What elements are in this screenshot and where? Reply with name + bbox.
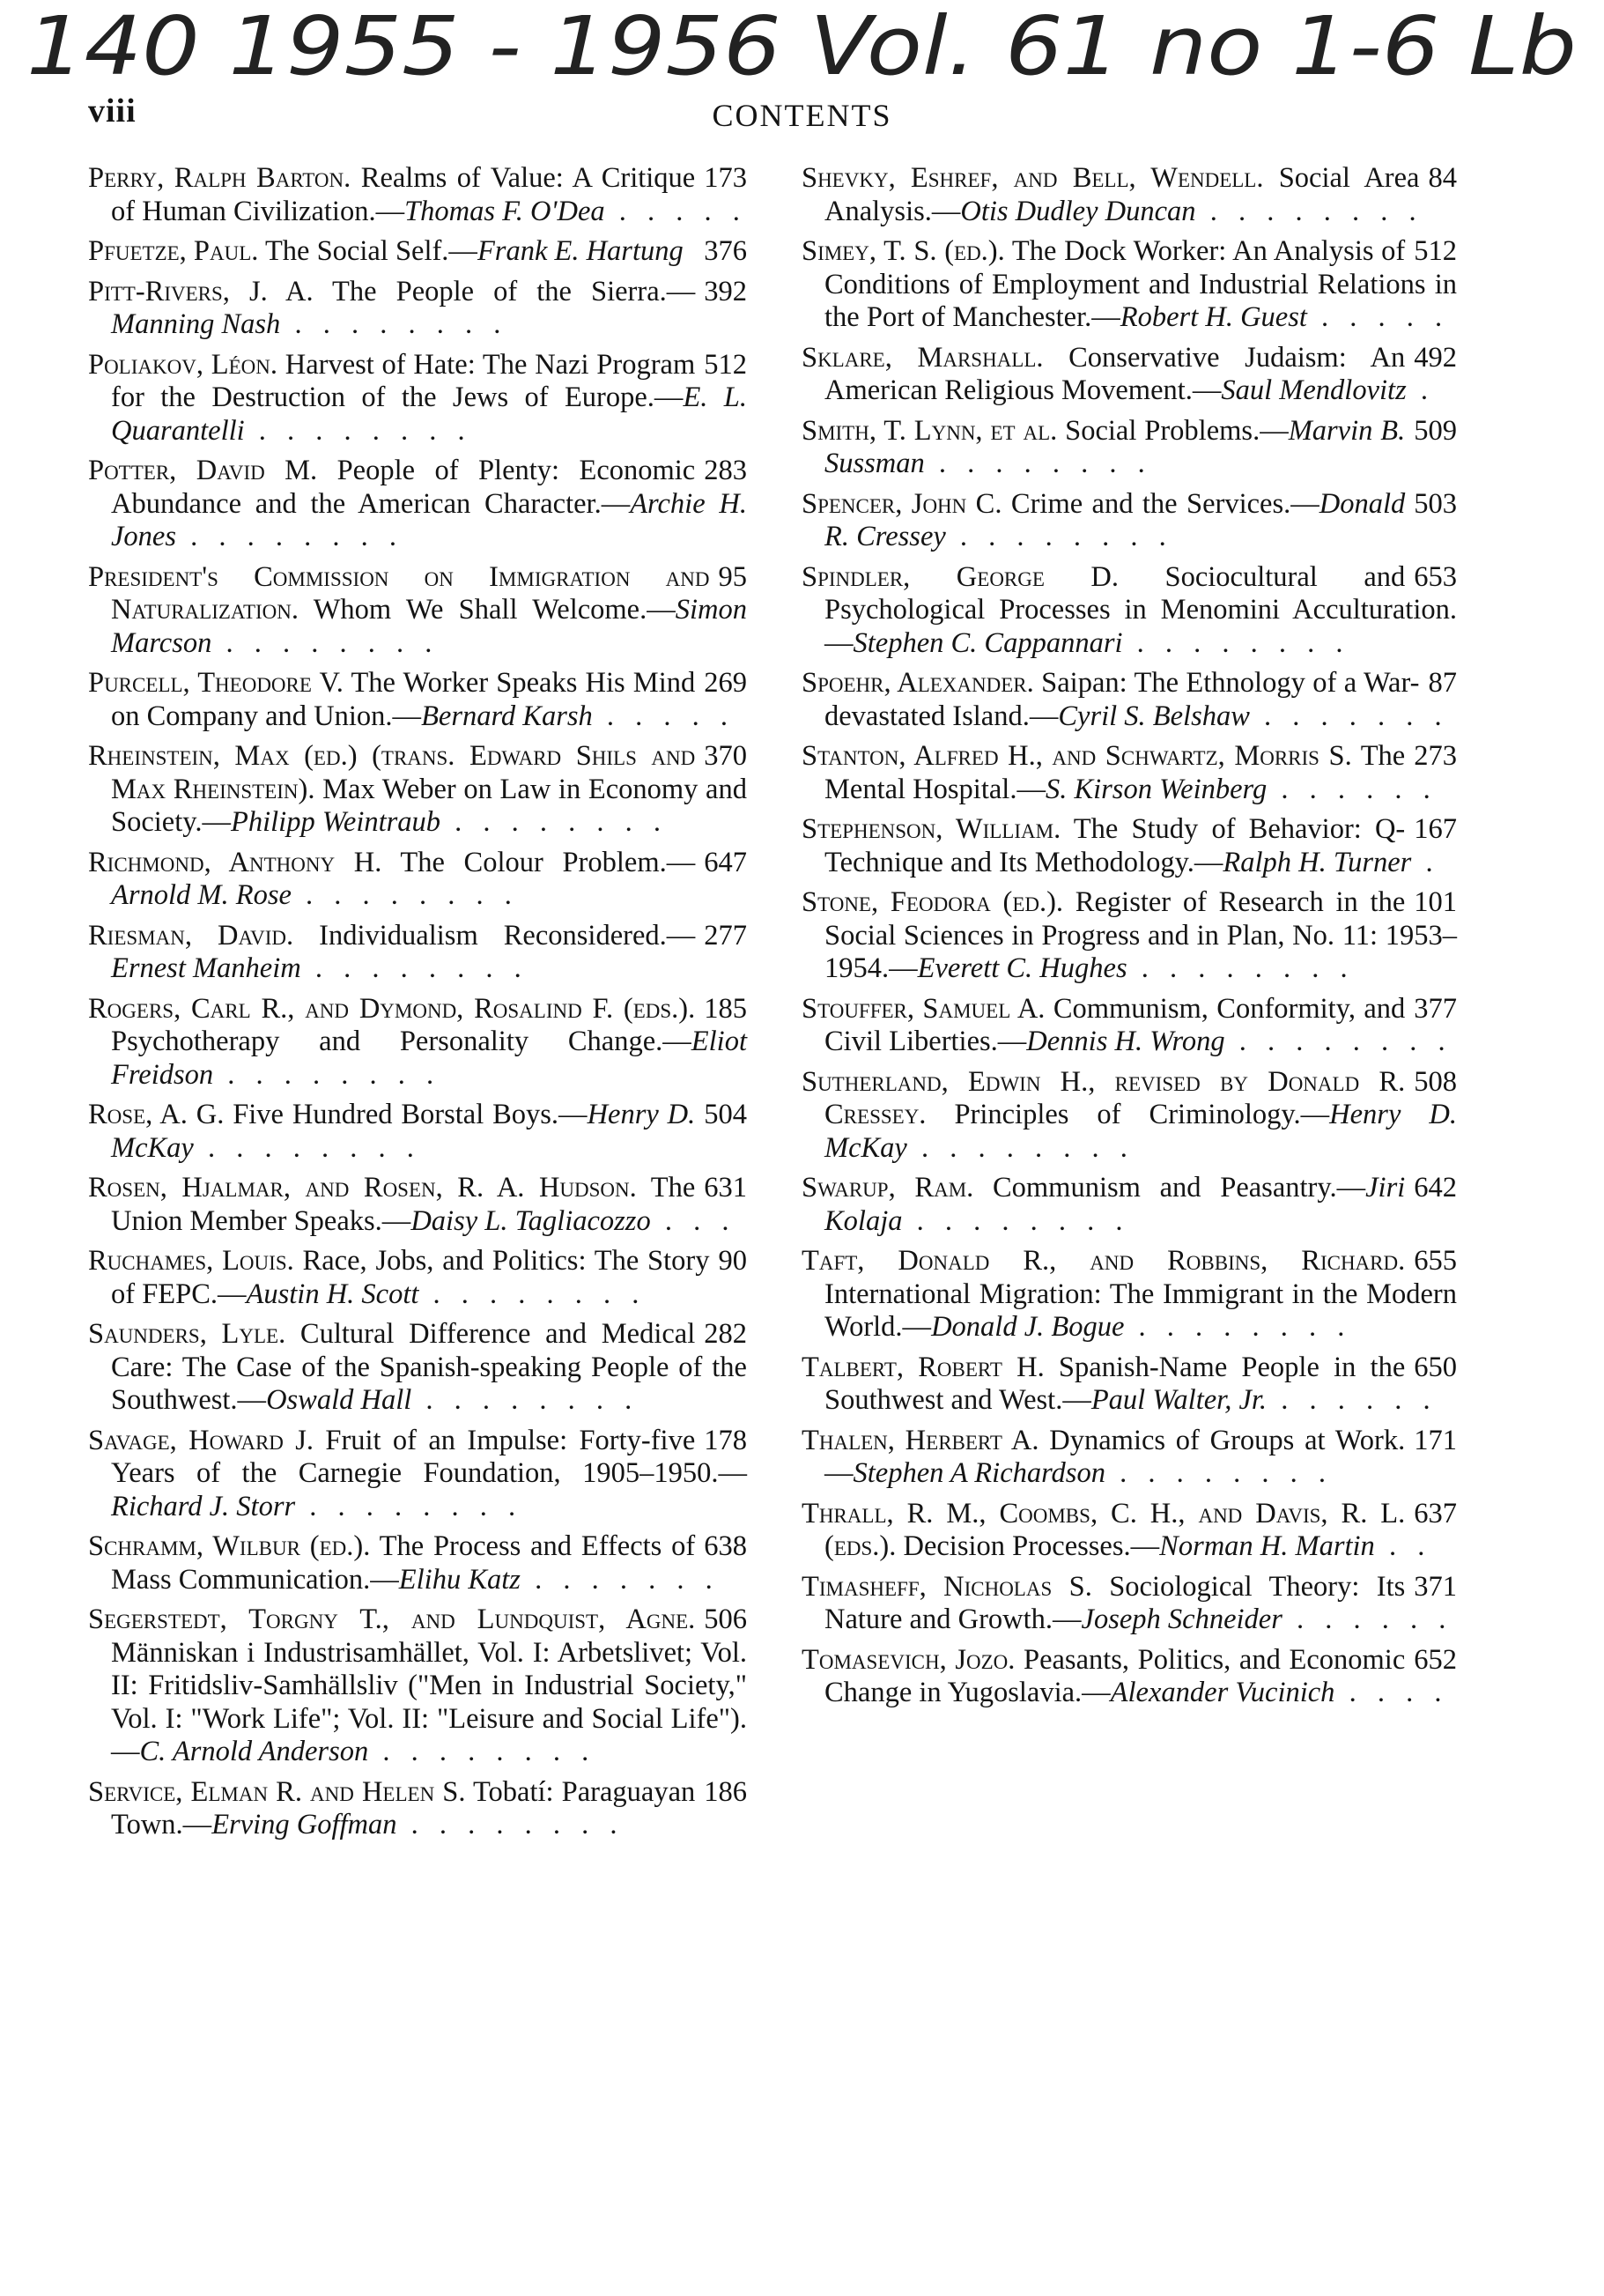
entry-page-number: 642 <box>1405 1172 1457 1205</box>
dot-leader: . . . . . . . <box>520 1563 720 1596</box>
dot-leader: . . . . . . . . <box>1224 1026 1452 1057</box>
entry-page-number: 638 <box>695 1530 747 1564</box>
entry-author: Shevky, Eshref, and Bell, Wendell. <box>802 162 1264 194</box>
entry-page-number: 647 <box>695 847 747 880</box>
entry-author: Thrall, R. M., Coombs, C. H., and Davis, R. L. (eds.). <box>802 1497 1406 1562</box>
entry-page-number: 631 <box>695 1172 747 1205</box>
contents-entry <box>88 667 747 733</box>
dot-leader: . . . . . . . . <box>924 448 1152 479</box>
entry-author: Stouffer, Samuel A. <box>802 992 1046 1025</box>
contents-entry <box>88 740 747 840</box>
entry-book-title: Dynamics of Groups at Work.— <box>824 1424 1406 1489</box>
entry-page-number: 653 <box>1405 561 1457 595</box>
contents-entry <box>88 1318 747 1418</box>
entry-reviewer: Ralph H. Turner <box>1223 846 1412 878</box>
entry-reviewer: Eliot Freidson <box>111 1026 747 1091</box>
entry-author: Talbert, Robert H. <box>802 1351 1045 1383</box>
dot-leader: . . . . . . . . <box>1195 195 1423 227</box>
entry-page-number: 376 <box>695 235 747 269</box>
contents-entry <box>88 349 747 448</box>
entry-book-title: The Mental Hospital.— <box>824 740 1406 805</box>
entry-author: Stanton, Alfred H., and Schwartz, Morris S. <box>802 740 1352 772</box>
entry-book-title: The Social Self.— <box>258 235 477 267</box>
contents-entry <box>88 847 747 913</box>
entry-page-number: 392 <box>695 276 747 309</box>
contents-column-left <box>88 162 747 1849</box>
entry-book-title: Fruit of an Impulse: Forty-five Years of the Carnegie Foundation, 1905–1950.— <box>111 1424 747 1489</box>
entry-reviewer: Richard J. Storr <box>111 1490 296 1522</box>
contents-entry <box>802 813 1457 879</box>
dot-leader: . . . . . . . . <box>193 1131 421 1164</box>
dot-leader: . . . . . . <box>1282 1603 1453 1635</box>
entry-book-title: Decision Processes.— <box>896 1530 1160 1562</box>
entry-author: Pitt-Rivers, J. A. <box>88 275 314 307</box>
entry-book-title: The People of the Sierra.— <box>313 275 696 307</box>
entry-page-number: 652 <box>1405 1644 1457 1678</box>
dot-leader: . . . . . <box>1306 301 1450 333</box>
contents-entry <box>88 993 747 1092</box>
contents-entry <box>88 1530 747 1596</box>
dot-leader: . . . . . . . . <box>906 1131 1135 1164</box>
entry-author: Pfuetze, Paul. <box>88 235 259 267</box>
entry-author: Rogers, Carl R., and Dymond, Rosalind F. (eds.). <box>88 992 696 1025</box>
dot-leader: . . . . . . . . <box>280 308 508 340</box>
entry-page-number: 504 <box>695 1099 747 1132</box>
dot-leader: . . . . . . . . <box>418 1278 647 1310</box>
contents-entry <box>88 920 747 986</box>
entry-book-title: Cultural Difference and Medical Care: The Case of the Spanish-speaking People of the Southwest.— <box>111 1318 747 1416</box>
dot-leader: . . . . . <box>592 700 735 732</box>
entry-page-number: 167 <box>1405 813 1457 847</box>
contents-entry <box>802 1352 1457 1418</box>
contents-entry <box>802 1498 1457 1564</box>
entry-page-number: 370 <box>695 740 747 774</box>
entry-author: Richmond, Anthony H. <box>88 846 382 878</box>
entry-reviewer: Daisy L. Tagliacozzo <box>410 1204 651 1237</box>
entry-reviewer: Oswald Hall <box>266 1384 412 1416</box>
entry-reviewer: Simon Marcson <box>111 594 747 659</box>
entry-book-title: Psychotherapy and Personality Change.— <box>111 1026 691 1057</box>
dot-leader: . . . . . . . . <box>1122 626 1350 659</box>
entry-book-title: Människan i Industrisamhället, Vol. I: Arbetslivet; Vol. II: Fritidsliv-Samhällsliv ("Men in Industrial Society," Vol. I: "Work Life"; Vol. II: "Leisure and Social Life").— <box>111 1636 747 1767</box>
entry-reviewer: Joseph Schneider <box>1081 1603 1282 1635</box>
entry-reviewer: Arnold M. Rose <box>111 879 292 911</box>
entry-reviewer: Norman H. Martin <box>1159 1530 1375 1562</box>
entry-page-number: 637 <box>1405 1498 1457 1531</box>
entry-author: President's Commission on Immigration and Naturalization. <box>88 560 710 626</box>
entry-author: Rose, A. G. <box>88 1099 225 1130</box>
contents-entry <box>88 1603 747 1769</box>
entry-reviewer: Thomas F. O'Dea <box>404 195 605 227</box>
entry-reviewer: Elihu Katz <box>398 1563 521 1596</box>
contents-entry <box>88 1776 747 1842</box>
entry-book-title: Max Weber on Law in Economy and Society.— <box>111 773 747 838</box>
entry-reviewer: Everett C. Hughes <box>917 952 1127 984</box>
entry-page-number: 173 <box>695 162 747 196</box>
contents-entry <box>802 561 1457 661</box>
entry-book-title: Principles of Criminology.— <box>926 1099 1330 1130</box>
entry-author: Simey, T. S. (ed.). <box>802 235 1005 267</box>
contents-entry <box>802 667 1457 733</box>
entry-book-title: The Colour Problem.— <box>381 846 696 878</box>
entry-reviewer: Otis Dudley Duncan <box>960 195 1196 227</box>
entry-author: Sutherland, Edwin H., revised by Donald R. Cressey. <box>802 1065 1406 1130</box>
entry-book-title: Realms of Value: A Critique of Human Civilization.— <box>111 162 696 227</box>
entry-page-number: 178 <box>695 1425 747 1458</box>
contents-entry <box>88 162 747 228</box>
entry-book-title: The Worker Speaks His Mind on Company and Union.— <box>111 667 696 732</box>
entry-page-number: 508 <box>1405 1066 1457 1100</box>
entry-page-number: 273 <box>1405 740 1457 774</box>
entry-page-number: 95 <box>710 561 748 595</box>
entry-author: Potter, David M. <box>88 455 318 486</box>
dot-leader: . . . . . . . . <box>176 521 403 552</box>
dot-leader: . . <box>1374 1530 1432 1562</box>
entry-reviewer: Frank E. Hartung <box>477 235 684 267</box>
dot-leader: . . . . . . . . <box>244 414 472 447</box>
handwritten-note-text: 140 1955 - 1956 Vol. 61 no 1-6 Lb <box>26 0 1577 93</box>
entry-book-title: Spanish-Name People in the Southwest and West.— <box>824 1351 1406 1416</box>
entry-page-number: 650 <box>1405 1352 1457 1385</box>
entry-book-title: Peasants, Politics, and Economic Change in Yugoslavia.— <box>824 1643 1406 1708</box>
entry-reviewer: Cyril S. Belshaw <box>1058 700 1250 732</box>
entry-book-title: Saipan: The Ethnology of a War-devastated Island.— <box>824 667 1420 732</box>
entry-reviewer: Donald R. Cressey <box>824 487 1406 552</box>
entry-author: Spencer, John C. <box>802 487 1002 520</box>
entry-author: Perry, Ralph Barton. <box>88 162 351 194</box>
entry-reviewer: Austin H. Scott <box>246 1278 419 1310</box>
contents-entry <box>88 1099 747 1165</box>
entry-book-title: Conservative Judaism: An American Religious Movement.— <box>824 341 1406 406</box>
dot-leader: . <box>1411 846 1440 878</box>
entry-reviewer: Erving Goffman <box>211 1809 397 1841</box>
dot-leader: . <box>1406 374 1435 406</box>
entry-reviewer: Alexander Vucinich <box>1110 1677 1335 1708</box>
entry-book-title: Social Area Analysis.— <box>824 162 1420 227</box>
entry-page-number: 512 <box>695 349 747 382</box>
dot-leader: . . . . . . . . <box>291 879 519 911</box>
contents-entry <box>802 162 1457 228</box>
entry-reviewer: Ernest Manheim <box>111 952 301 984</box>
dot-leader: . . . . . . . . <box>295 1490 523 1522</box>
entry-reviewer: Bernard Karsh <box>421 700 593 732</box>
entry-book-title: Harvest of Hate: The Nazi Program for the Destruction of the Jews of Europe.— <box>111 348 696 413</box>
entry-reviewer: Donald J. Bogue <box>931 1311 1125 1343</box>
contents-entry <box>802 1571 1457 1637</box>
entry-author: Smith, T. Lynn, et al. <box>802 414 1058 447</box>
entry-reviewer: C. Arnold Anderson <box>139 1736 369 1767</box>
entry-page-number: 171 <box>1405 1425 1457 1458</box>
entry-page-number: 185 <box>695 993 747 1026</box>
entry-book-title: Crime and the Services.— <box>1002 487 1319 520</box>
entry-book-title: Sociological Theory: Its Nature and Growth.— <box>824 1570 1406 1635</box>
contents-entry <box>802 1245 1457 1344</box>
entry-author: Ruchames, Louis. <box>88 1245 294 1277</box>
entry-reviewer: Stephen A Richardson <box>853 1457 1105 1489</box>
entry-book-title: Race, Jobs, and Politics: The Story of FEPC.— <box>111 1245 710 1310</box>
entry-author: Sklare, Marshall. <box>802 341 1044 374</box>
dot-leader: . . . . . . <box>1267 773 1438 805</box>
entry-reviewer: Henry D. McKay <box>824 1099 1457 1164</box>
entry-page-number: 377 <box>1405 993 1457 1026</box>
entry-author: Service, Elman R. and Helen S. <box>88 1775 466 1808</box>
entry-author: Rosen, Hjalmar, and Rosen, R. A. Hudson. <box>88 1172 637 1204</box>
entry-author: Purcell, Theodore V. <box>88 667 344 699</box>
entry-reviewer: Robert H. Guest <box>1120 301 1307 333</box>
entry-book-title: The Dock Worker: An Analysis of Conditions of Employment and Industrial Relations in the Port of Manchester.— <box>824 235 1457 333</box>
contents-entry <box>802 740 1457 806</box>
contents-column-right <box>802 162 1457 1717</box>
dot-leader: . . . . . . . . <box>1127 952 1355 984</box>
contents-entry <box>88 1425 747 1524</box>
contents-entry <box>88 235 747 269</box>
entry-reviewer: Stephen C. Cappannari <box>853 626 1123 659</box>
entry-page-number: 512 <box>1405 235 1457 269</box>
dot-leader: . . . . . . . . <box>945 521 1173 552</box>
dot-leader: . . . . . . . . <box>211 626 440 659</box>
entry-book-title: The Union Member Speaks.— <box>111 1172 696 1237</box>
dot-leader: . . . . . <box>604 195 747 227</box>
entry-author: Segerstedt, Torgny T., and Lundquist, Agne. <box>88 1603 696 1635</box>
entry-book-title: Communism, Conformity, and Civil Liberties.— <box>824 992 1406 1057</box>
contents-entry <box>88 1172 747 1238</box>
entry-book-title: Register of Research in the Social Sciences in Progress and in Plan, No. 11: 1953–1954.— <box>824 886 1457 984</box>
entry-page-number: 282 <box>695 1318 747 1352</box>
entry-author: Riesman, David. <box>88 919 294 952</box>
contents-entry <box>802 1644 1457 1710</box>
contents-entry <box>802 1066 1457 1166</box>
entry-page-number: 87 <box>1420 667 1458 700</box>
entry-author: Taft, Donald R., and Robbins, Richard. <box>802 1245 1406 1277</box>
entry-reviewer: Philipp Weintraub <box>231 806 441 838</box>
dot-leader: . . . . . . . . <box>1124 1311 1352 1343</box>
contents-entry <box>802 1172 1457 1238</box>
page-folio: viii <box>88 93 137 130</box>
dot-leader: . . . . . . . <box>1249 700 1449 732</box>
contents-entry <box>802 415 1457 481</box>
entry-author: Spindler, George D. <box>802 560 1120 593</box>
entry-book-title: Communism and Peasantry.— <box>973 1172 1366 1204</box>
entry-book-title: The Study of Behavior: Q-Technique and Its Methodology.— <box>824 813 1406 878</box>
entry-book-title: People of Plenty: Economic Abundance and the American Character.— <box>111 455 696 520</box>
contents-entry <box>88 276 747 342</box>
entry-reviewer: E. L. Quarantelli <box>111 381 747 447</box>
entry-author: Thalen, Herbert A. <box>802 1424 1039 1456</box>
entry-page-number: 283 <box>695 455 747 488</box>
entry-author: Poliakov, Léon. <box>88 348 277 381</box>
dot-leader: . . . . . . . . <box>1105 1457 1333 1489</box>
entry-book-title: Tobatí: Paraguayan Town.— <box>111 1775 696 1841</box>
entry-reviewer: Archie H. Jones <box>111 487 747 552</box>
dot-leader: . . . . . . . . <box>213 1058 441 1091</box>
entry-book-title: Individualism Reconsidered.— <box>293 919 696 952</box>
dot-leader: . . . . <box>1334 1677 1449 1708</box>
entry-book-title: International Migration: The Immigrant in the Modern World.— <box>824 1278 1457 1343</box>
entry-page-number: 84 <box>1420 162 1458 196</box>
dot-leader: . . . . . . . . <box>411 1384 639 1416</box>
entry-author: Stone, Feodora (ed.). <box>802 886 1064 918</box>
entry-page-number: 277 <box>695 920 747 953</box>
page-title: CONTENTS <box>712 98 892 133</box>
contents-entry <box>802 342 1457 408</box>
entry-page-number: 186 <box>695 1776 747 1810</box>
entry-reviewer: Saul Mendlovitz <box>1221 374 1407 406</box>
handwritten-note <box>26 0 1594 97</box>
contents-entry <box>802 993 1457 1059</box>
entry-page-number: 101 <box>1405 886 1457 920</box>
entry-author: Rheinstein, Max (ed.) (trans. Edward Shils and Max Rheinstein). <box>88 740 696 805</box>
entry-author: Saunders, Lyle. <box>88 1318 286 1350</box>
entry-author: Timasheff, Nicholas S. <box>802 1570 1092 1603</box>
entry-page-number: 506 <box>695 1603 747 1637</box>
entry-book-title: The Process and Effects of Mass Communication.— <box>111 1530 696 1596</box>
dot-leader: . . . . . . . . <box>440 806 669 838</box>
entry-reviewer: Marvin B. Sussman <box>824 414 1406 479</box>
entry-book-title: Whom We Shall Welcome.— <box>299 594 676 626</box>
entry-page-number: 492 <box>1405 342 1457 375</box>
entry-author: Tomasevich, Jozo. <box>802 1643 1016 1676</box>
entry-author: Savage, Howard J. <box>88 1424 314 1456</box>
entry-page-number: 655 <box>1405 1245 1457 1278</box>
contents-entry <box>802 235 1457 335</box>
entry-author: Swarup, Ram. <box>802 1172 974 1204</box>
contents-entry <box>88 1245 747 1311</box>
dot-leader: . . . . . . . . <box>396 1809 625 1841</box>
entry-reviewer: Jiri Kolaja <box>824 1172 1406 1237</box>
entry-book-title: Five Hundred Borstal Boys.— <box>224 1099 588 1130</box>
entry-book-title: Social Problems.— <box>1057 414 1289 447</box>
contents-entry <box>88 455 747 554</box>
entry-reviewer: Henry D. McKay <box>111 1099 696 1164</box>
entry-page-number: 509 <box>1405 415 1457 448</box>
contents-entry <box>802 488 1457 554</box>
entry-author: Schramm, Wilbur (ed.). <box>88 1530 371 1562</box>
dot-leader: . . . . . . . . <box>902 1204 1130 1237</box>
contents-entry <box>802 1425 1457 1491</box>
entry-reviewer: Paul Walter, Jr. <box>1090 1384 1268 1416</box>
entry-page-number: 90 <box>710 1245 748 1278</box>
dot-leader: . . . . . . . . <box>368 1736 596 1767</box>
entry-page-number: 503 <box>1405 488 1457 522</box>
entry-author: Stephenson, William. <box>802 813 1061 845</box>
entry-author: Spoehr, Alexander. <box>802 667 1034 699</box>
entry-book-title: Sociocultural and Psychological Processes in Menomini Acculturation.— <box>824 560 1457 659</box>
entry-page-number: 269 <box>695 667 747 700</box>
dot-leader: . . . . . . . . <box>300 952 529 984</box>
dot-leader: . . . <box>650 1204 736 1237</box>
entry-reviewer: Manning Nash <box>111 308 281 340</box>
contents-entry <box>88 561 747 661</box>
entry-reviewer: Dennis H. Wrong <box>1026 1026 1225 1057</box>
entry-page-number: 371 <box>1405 1571 1457 1604</box>
dot-leader: . . . . . . <box>1267 1384 1438 1416</box>
entry-reviewer: S. Kirson Weinberg <box>1045 773 1268 805</box>
contents-entry <box>802 886 1457 986</box>
